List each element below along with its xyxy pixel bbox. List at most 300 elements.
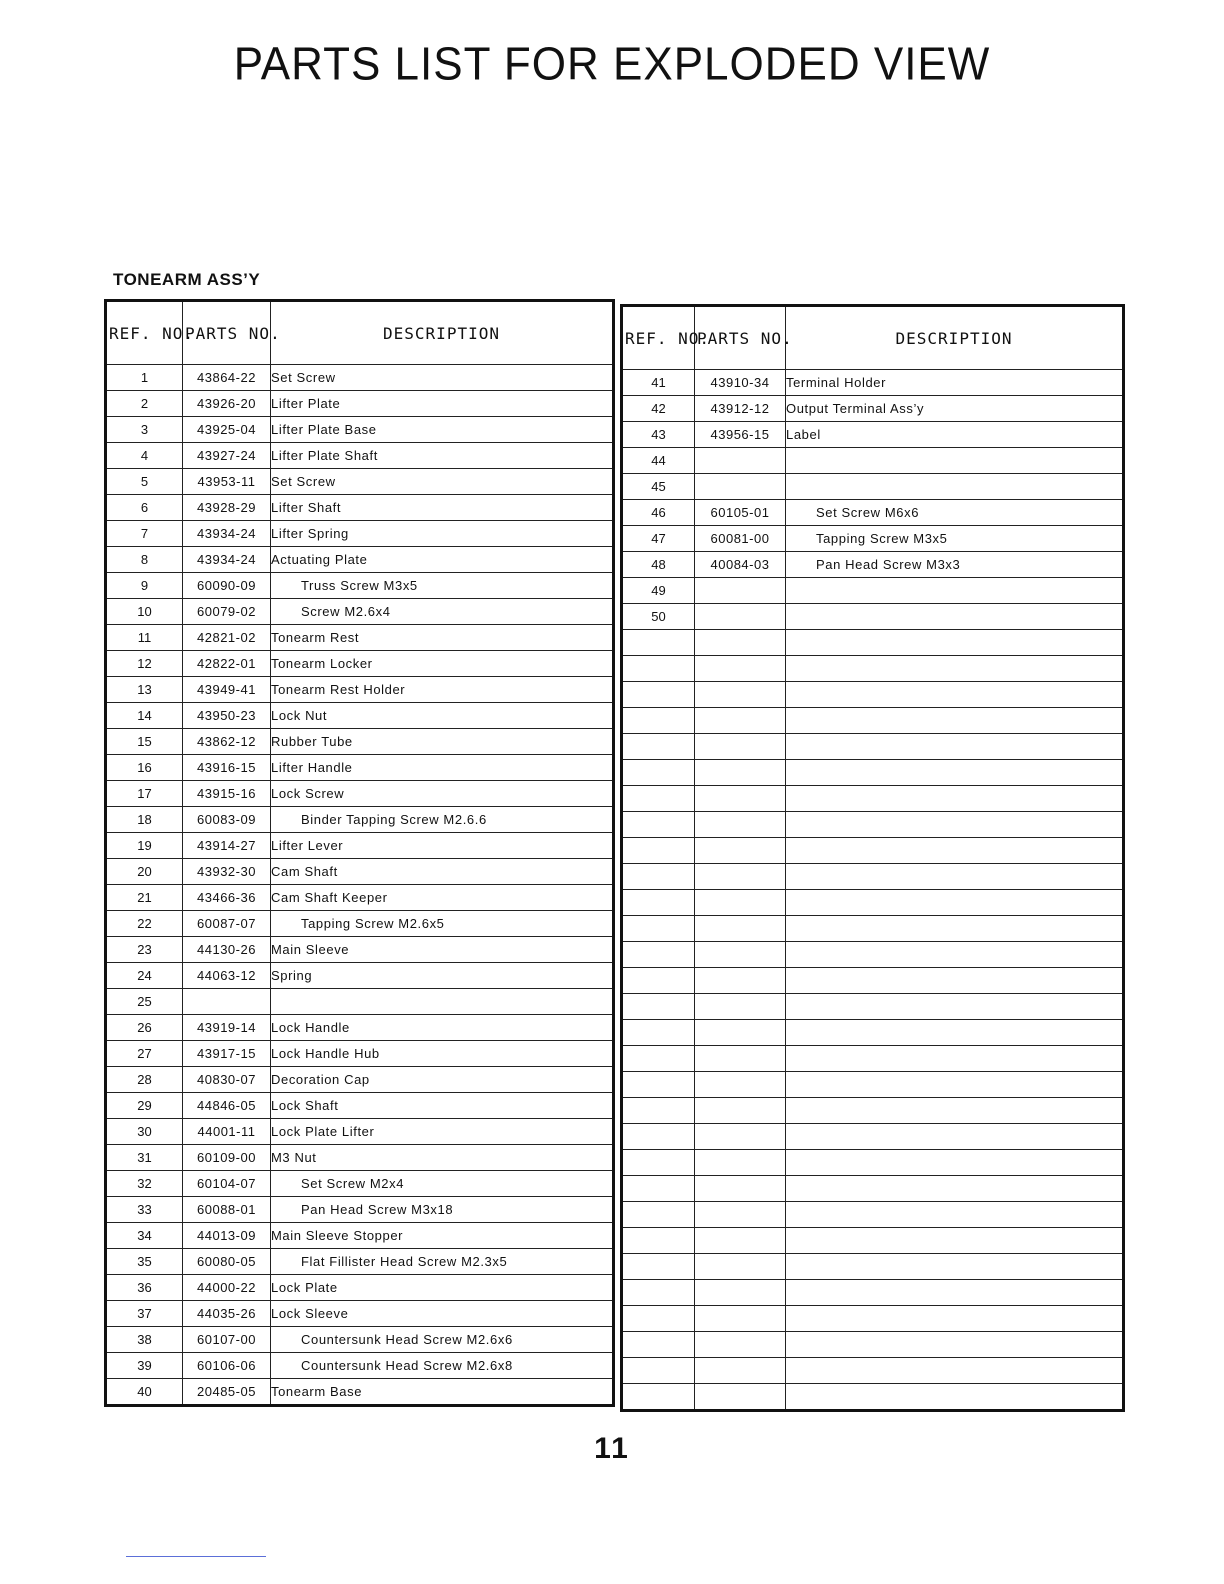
ref-no-cell: 8 — [106, 547, 183, 573]
table-row — [106, 885, 614, 911]
table-row — [106, 677, 614, 703]
description-cell — [786, 1020, 1124, 1046]
parts-no-cell: 60107-00 — [183, 1327, 271, 1353]
ref-no-cell: 27 — [106, 1041, 183, 1067]
ref-no-cell: 24 — [106, 963, 183, 989]
table-row — [106, 469, 614, 495]
table-row — [622, 474, 1124, 500]
parts-table-left — [104, 299, 615, 1407]
header-ref-no: REF. NO. — [622, 306, 695, 370]
parts-no-cell: 43925-04 — [183, 417, 271, 443]
table-row — [622, 1072, 1124, 1098]
footer-rule — [126, 1556, 266, 1557]
description-cell — [786, 578, 1124, 604]
table-row — [622, 1358, 1124, 1384]
parts-no-cell: 44035-26 — [183, 1301, 271, 1327]
ref-no-cell — [622, 786, 695, 812]
table-row — [622, 448, 1124, 474]
header-parts-no: PARTS NO. — [695, 306, 786, 370]
table-row — [106, 833, 614, 859]
table-row — [622, 1202, 1124, 1228]
parts-no-cell: 42822-01 — [183, 651, 271, 677]
table-row — [106, 1249, 614, 1275]
table-row — [106, 859, 614, 885]
description-cell: Actuating Plate — [271, 547, 614, 573]
table-row — [622, 500, 1124, 526]
parts-no-cell: 60105-01 — [695, 500, 786, 526]
description-cell: M3 Nut — [271, 1145, 614, 1171]
table-row — [106, 989, 614, 1015]
description-cell: Lifter Spring — [271, 521, 614, 547]
ref-no-cell: 29 — [106, 1093, 183, 1119]
parts-no-cell: 43932-30 — [183, 859, 271, 885]
table-row — [622, 1176, 1124, 1202]
table-row — [622, 942, 1124, 968]
parts-no-cell — [695, 1280, 786, 1306]
ref-no-cell: 7 — [106, 521, 183, 547]
parts-no-cell — [695, 474, 786, 500]
table-row — [622, 1306, 1124, 1332]
table-row — [622, 1150, 1124, 1176]
description-cell: Output Terminal Ass’y — [786, 396, 1124, 422]
table-row — [622, 786, 1124, 812]
ref-no-cell — [622, 1098, 695, 1124]
parts-no-cell — [695, 1072, 786, 1098]
ref-no-cell: 47 — [622, 526, 695, 552]
ref-no-cell — [622, 1280, 695, 1306]
description-cell — [786, 630, 1124, 656]
parts-no-cell: 43953-11 — [183, 469, 271, 495]
description-cell: Pan Head Screw M3x3 — [786, 552, 1124, 578]
parts-no-cell — [695, 812, 786, 838]
description-cell: Lifter Plate Base — [271, 417, 614, 443]
description-cell — [786, 1332, 1124, 1358]
description-cell: Set Screw — [271, 469, 614, 495]
parts-no-cell — [695, 1228, 786, 1254]
ref-no-cell — [622, 1384, 695, 1411]
table-row — [622, 370, 1124, 396]
ref-no-cell — [622, 916, 695, 942]
table-row — [622, 1046, 1124, 1072]
header-parts-no: PARTS NO. — [183, 301, 271, 365]
description-cell: Lock Handle Hub — [271, 1041, 614, 1067]
description-cell — [786, 656, 1124, 682]
description-cell: Terminal Holder — [786, 370, 1124, 396]
parts-no-cell: 60087-07 — [183, 911, 271, 937]
ref-no-cell — [622, 682, 695, 708]
parts-no-cell: 43864-22 — [183, 365, 271, 391]
parts-no-cell — [695, 916, 786, 942]
ref-no-cell: 16 — [106, 755, 183, 781]
table-row — [622, 1228, 1124, 1254]
table-row — [106, 963, 614, 989]
description-cell: Cam Shaft Keeper — [271, 885, 614, 911]
parts-no-cell — [695, 1332, 786, 1358]
parts-no-cell: 43919-14 — [183, 1015, 271, 1041]
table-row — [622, 760, 1124, 786]
parts-no-cell: 44001-11 — [183, 1119, 271, 1145]
ref-no-cell — [622, 1020, 695, 1046]
ref-no-cell — [622, 864, 695, 890]
description-cell: Cam Shaft — [271, 859, 614, 885]
ref-no-cell — [622, 1046, 695, 1072]
table-row — [106, 1223, 614, 1249]
ref-no-cell: 50 — [622, 604, 695, 630]
description-cell — [786, 1176, 1124, 1202]
table-row — [622, 682, 1124, 708]
table-row — [106, 1093, 614, 1119]
description-cell: Label — [786, 422, 1124, 448]
parts-no-cell — [695, 942, 786, 968]
parts-table-right-body — [622, 370, 1124, 1411]
ref-no-cell: 6 — [106, 495, 183, 521]
ref-no-cell: 11 — [106, 625, 183, 651]
table-row — [622, 994, 1124, 1020]
parts-no-cell: 40084-03 — [695, 552, 786, 578]
table-row — [106, 1301, 614, 1327]
description-cell: Set Screw M2x4 — [271, 1171, 614, 1197]
table-row — [622, 552, 1124, 578]
ref-no-cell: 28 — [106, 1067, 183, 1093]
parts-no-cell: 44063-12 — [183, 963, 271, 989]
parts-no-cell — [695, 786, 786, 812]
description-cell: Main Sleeve Stopper — [271, 1223, 614, 1249]
table-row — [106, 599, 614, 625]
description-cell — [786, 864, 1124, 890]
table-row — [622, 604, 1124, 630]
parts-no-cell: 43956-15 — [695, 422, 786, 448]
table-row — [622, 630, 1124, 656]
parts-no-cell — [695, 1254, 786, 1280]
table-row — [106, 495, 614, 521]
parts-no-cell — [695, 682, 786, 708]
ref-no-cell: 37 — [106, 1301, 183, 1327]
ref-no-cell — [622, 1072, 695, 1098]
description-cell: Tapping Screw M3x5 — [786, 526, 1124, 552]
parts-no-cell — [695, 864, 786, 890]
description-cell — [786, 1098, 1124, 1124]
table-row — [106, 651, 614, 677]
parts-no-cell — [695, 1384, 786, 1411]
ref-no-cell: 15 — [106, 729, 183, 755]
description-cell — [786, 1384, 1124, 1411]
description-cell: Countersunk Head Screw M2.6x6 — [271, 1327, 614, 1353]
description-cell: Set Screw M6x6 — [786, 500, 1124, 526]
parts-no-cell — [695, 1124, 786, 1150]
description-cell — [786, 1124, 1124, 1150]
description-cell: Tapping Screw M2.6x5 — [271, 911, 614, 937]
table-row — [106, 807, 614, 833]
table-row — [622, 812, 1124, 838]
ref-no-cell: 18 — [106, 807, 183, 833]
parts-no-cell: 44000-22 — [183, 1275, 271, 1301]
ref-no-cell — [622, 968, 695, 994]
table-row — [106, 729, 614, 755]
ref-no-cell — [622, 1124, 695, 1150]
table-row — [106, 547, 614, 573]
description-cell — [786, 1280, 1124, 1306]
parts-no-cell: 42821-02 — [183, 625, 271, 651]
ref-no-cell: 31 — [106, 1145, 183, 1171]
description-cell: Lock Shaft — [271, 1093, 614, 1119]
parts-no-cell: 60106-06 — [183, 1353, 271, 1379]
ref-no-cell: 1 — [106, 365, 183, 391]
description-cell — [786, 448, 1124, 474]
ref-no-cell — [622, 760, 695, 786]
parts-no-cell: 60088-01 — [183, 1197, 271, 1223]
ref-no-cell — [622, 708, 695, 734]
description-cell: Lifter Handle — [271, 755, 614, 781]
parts-no-cell — [695, 656, 786, 682]
parts-no-cell: 43934-24 — [183, 547, 271, 573]
parts-no-cell: 43914-27 — [183, 833, 271, 859]
parts-no-cell: 43916-15 — [183, 755, 271, 781]
ref-no-cell: 35 — [106, 1249, 183, 1275]
ref-no-cell: 48 — [622, 552, 695, 578]
parts-no-cell: 60080-05 — [183, 1249, 271, 1275]
table-row — [106, 1119, 614, 1145]
ref-no-cell — [622, 942, 695, 968]
description-cell: Rubber Tube — [271, 729, 614, 755]
ref-no-cell: 13 — [106, 677, 183, 703]
description-cell: Lock Sleeve — [271, 1301, 614, 1327]
ref-no-cell: 34 — [106, 1223, 183, 1249]
description-cell: Tonearm Rest Holder — [271, 677, 614, 703]
table-row — [622, 1020, 1124, 1046]
table-row — [622, 864, 1124, 890]
description-cell: Flat Fillister Head Screw M2.3x5 — [271, 1249, 614, 1275]
section-title: TONEARM ASS’Y — [113, 270, 261, 289]
ref-no-cell: 12 — [106, 651, 183, 677]
table-row — [106, 911, 614, 937]
table-row — [106, 625, 614, 651]
description-cell — [786, 812, 1124, 838]
ref-no-cell — [622, 630, 695, 656]
description-cell — [786, 916, 1124, 942]
table-row — [106, 417, 614, 443]
description-cell — [786, 942, 1124, 968]
table-row — [622, 526, 1124, 552]
ref-no-cell: 2 — [106, 391, 183, 417]
table-row — [622, 422, 1124, 448]
description-cell — [786, 1150, 1124, 1176]
description-cell: Countersunk Head Screw M2.6x8 — [271, 1353, 614, 1379]
parts-no-cell — [695, 1306, 786, 1332]
description-cell — [786, 968, 1124, 994]
table-row — [622, 1384, 1124, 1411]
table-row — [106, 1015, 614, 1041]
parts-no-cell — [695, 578, 786, 604]
ref-no-cell: 3 — [106, 417, 183, 443]
ref-no-cell: 42 — [622, 396, 695, 422]
description-cell — [786, 1228, 1124, 1254]
description-cell: Lock Handle — [271, 1015, 614, 1041]
table-row — [622, 1254, 1124, 1280]
ref-no-cell: 23 — [106, 937, 183, 963]
description-cell: Spring — [271, 963, 614, 989]
description-cell: Tonearm Locker — [271, 651, 614, 677]
ref-no-cell: 17 — [106, 781, 183, 807]
description-cell — [786, 474, 1124, 500]
ref-no-cell: 40 — [106, 1379, 183, 1406]
parts-no-cell — [695, 838, 786, 864]
parts-no-cell — [695, 1150, 786, 1176]
parts-no-cell: 60109-00 — [183, 1145, 271, 1171]
description-cell: Decoration Cap — [271, 1067, 614, 1093]
description-cell — [786, 838, 1124, 864]
table-header-row — [622, 306, 1124, 370]
table-row — [622, 968, 1124, 994]
ref-no-cell: 45 — [622, 474, 695, 500]
parts-no-cell — [695, 1098, 786, 1124]
ref-no-cell — [622, 656, 695, 682]
parts-no-cell: 44013-09 — [183, 1223, 271, 1249]
parts-no-cell: 43862-12 — [183, 729, 271, 755]
ref-no-cell: 33 — [106, 1197, 183, 1223]
parts-no-cell: 43912-12 — [695, 396, 786, 422]
parts-no-cell: 60090-09 — [183, 573, 271, 599]
page-title: PARTS LIST FOR EXPLODED VIEW — [233, 38, 991, 91]
parts-no-cell: 60083-09 — [183, 807, 271, 833]
page-number: 11 — [594, 1432, 630, 1465]
table-row — [622, 1332, 1124, 1358]
description-cell — [786, 734, 1124, 760]
description-cell: Lock Nut — [271, 703, 614, 729]
description-cell: Lifter Plate Shaft — [271, 443, 614, 469]
table-row — [106, 1275, 614, 1301]
parts-no-cell: 43926-20 — [183, 391, 271, 417]
ref-no-cell: 21 — [106, 885, 183, 911]
description-cell — [786, 786, 1124, 812]
table-row — [106, 1145, 614, 1171]
header-description: DESCRIPTION — [271, 301, 614, 365]
table-row — [106, 391, 614, 417]
table-row — [622, 396, 1124, 422]
description-cell — [271, 989, 614, 1015]
description-cell: Truss Screw M3x5 — [271, 573, 614, 599]
ref-no-cell — [622, 994, 695, 1020]
description-cell: Screw M2.6x4 — [271, 599, 614, 625]
description-cell — [786, 1358, 1124, 1384]
header-description: DESCRIPTION — [786, 306, 1124, 370]
table-row — [106, 443, 614, 469]
description-cell: Lock Plate — [271, 1275, 614, 1301]
description-cell — [786, 682, 1124, 708]
parts-no-cell: 44846-05 — [183, 1093, 271, 1119]
parts-no-cell: 43950-23 — [183, 703, 271, 729]
ref-no-cell — [622, 1254, 695, 1280]
parts-no-cell: 43934-24 — [183, 521, 271, 547]
table-row — [106, 781, 614, 807]
ref-no-cell: 4 — [106, 443, 183, 469]
ref-no-cell: 41 — [622, 370, 695, 396]
parts-no-cell — [695, 1358, 786, 1384]
table-row — [106, 1197, 614, 1223]
description-cell — [786, 1306, 1124, 1332]
ref-no-cell: 14 — [106, 703, 183, 729]
ref-no-cell: 38 — [106, 1327, 183, 1353]
parts-no-cell: 44130-26 — [183, 937, 271, 963]
parts-no-cell: 43927-24 — [183, 443, 271, 469]
ref-no-cell — [622, 1306, 695, 1332]
ref-no-cell — [622, 838, 695, 864]
table-row — [106, 1379, 614, 1406]
parts-no-cell — [695, 890, 786, 916]
table-header-row — [106, 301, 614, 365]
parts-no-cell — [695, 630, 786, 656]
table-row — [106, 1327, 614, 1353]
description-cell: Lock Plate Lifter — [271, 1119, 614, 1145]
table-row — [622, 734, 1124, 760]
description-cell: Main Sleeve — [271, 937, 614, 963]
ref-no-cell: 9 — [106, 573, 183, 599]
ref-no-cell — [622, 1228, 695, 1254]
description-cell: Lifter Plate — [271, 391, 614, 417]
parts-no-cell — [695, 1176, 786, 1202]
description-cell — [786, 604, 1124, 630]
parts-no-cell — [695, 760, 786, 786]
description-cell — [786, 890, 1124, 916]
table-row — [106, 1041, 614, 1067]
ref-no-cell: 49 — [622, 578, 695, 604]
ref-no-cell — [622, 1150, 695, 1176]
parts-no-cell — [695, 968, 786, 994]
parts-no-cell: 60079-02 — [183, 599, 271, 625]
table-row — [622, 656, 1124, 682]
ref-no-cell: 26 — [106, 1015, 183, 1041]
table-row — [622, 578, 1124, 604]
table-row — [622, 916, 1124, 942]
ref-no-cell: 19 — [106, 833, 183, 859]
table-row — [622, 1124, 1124, 1150]
table-row — [106, 1067, 614, 1093]
table-row — [106, 755, 614, 781]
parts-no-cell — [695, 1046, 786, 1072]
ref-no-cell — [622, 1358, 695, 1384]
table-row — [106, 521, 614, 547]
description-cell: Binder Tapping Screw M2.6.6 — [271, 807, 614, 833]
parts-table-left-body — [106, 365, 614, 1406]
parts-no-cell — [695, 1202, 786, 1228]
parts-no-cell: 43949-41 — [183, 677, 271, 703]
ref-no-cell: 36 — [106, 1275, 183, 1301]
header-ref-no: REF. NO. — [106, 301, 183, 365]
table-row — [106, 573, 614, 599]
parts-no-cell — [695, 734, 786, 760]
table-row — [622, 838, 1124, 864]
description-cell — [786, 760, 1124, 786]
table-row — [106, 703, 614, 729]
ref-no-cell — [622, 734, 695, 760]
table-row — [622, 1280, 1124, 1306]
description-cell — [786, 1254, 1124, 1280]
description-cell: Lifter Lever — [271, 833, 614, 859]
description-cell: Lock Screw — [271, 781, 614, 807]
description-cell: Tonearm Base — [271, 1379, 614, 1406]
parts-no-cell — [695, 708, 786, 734]
description-cell: Set Screw — [271, 365, 614, 391]
table-row — [622, 1098, 1124, 1124]
parts-no-cell — [183, 989, 271, 1015]
description-cell: Lifter Shaft — [271, 495, 614, 521]
ref-no-cell — [622, 1332, 695, 1358]
parts-no-cell: 43910-34 — [695, 370, 786, 396]
table-row — [106, 365, 614, 391]
parts-no-cell: 60104-07 — [183, 1171, 271, 1197]
description-cell: Tonearm Rest — [271, 625, 614, 651]
parts-no-cell — [695, 448, 786, 474]
description-cell: Pan Head Screw M3x18 — [271, 1197, 614, 1223]
